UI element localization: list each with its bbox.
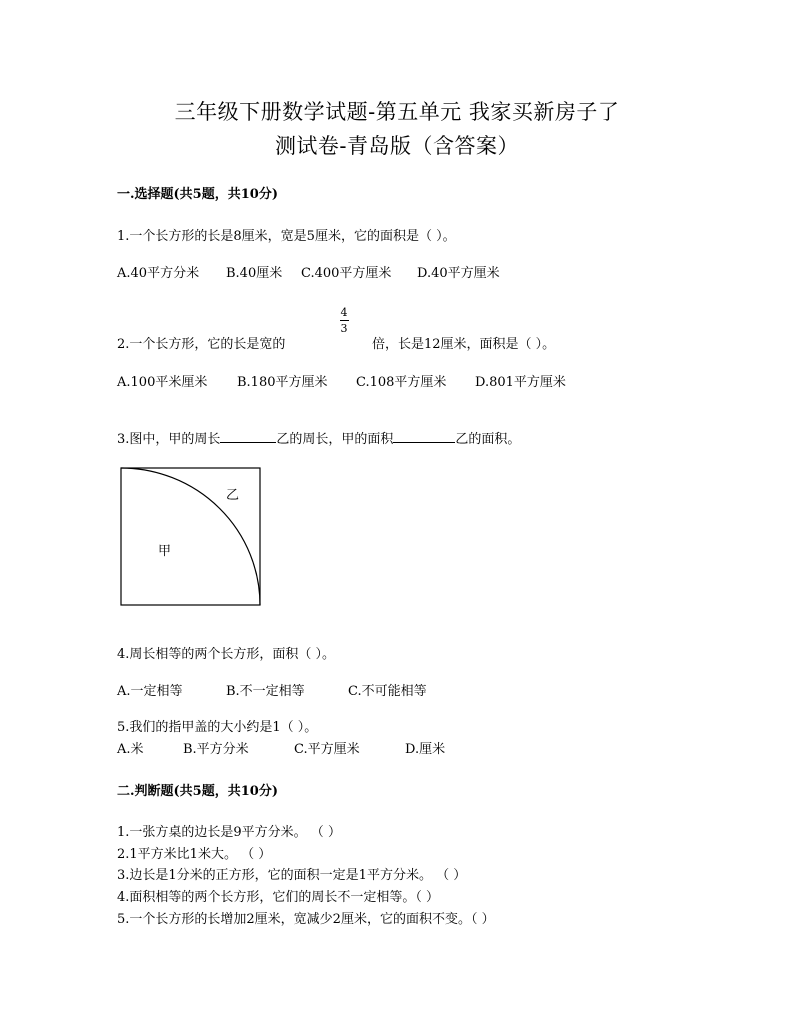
question-4-option-b: B.不一定相等 xyxy=(226,684,305,699)
fraction-numerator: 4 xyxy=(340,306,348,319)
question-1-option-a: A.40平方分米 xyxy=(117,266,200,281)
question-2-fraction xyxy=(337,306,351,335)
question-2-option-d: D.801平方厘米 xyxy=(475,375,566,390)
figure-arc xyxy=(121,468,260,605)
question-1-text: 1.一个长方形的长是8厘米，宽是5厘米，它的面积是（ ）。 xyxy=(117,229,456,244)
page-title-line1: 三年级下册数学试题-第五单元 我家买新房子了 xyxy=(174,100,620,124)
page-title-line2: 测试卷-青岛版（含答案） xyxy=(274,134,520,158)
question-4-option-c: C.不可能相等 xyxy=(348,684,427,699)
question-2-option-a: A.100平米厘米 xyxy=(117,375,208,390)
judge-item-2: 2.1平方米比1米大。 （ ） xyxy=(117,847,272,862)
question-5-option-a: A.米 xyxy=(117,742,144,757)
answer-blank-1[interactable] xyxy=(220,441,276,443)
fraction-denominator: 3 xyxy=(340,322,348,335)
square-quarter-circle-figure xyxy=(120,467,262,607)
judge-item-1: 1.一张方桌的边长是9平方分米。 （ ） xyxy=(117,825,341,840)
figure-square xyxy=(121,468,260,605)
figure-label-jia: 甲 xyxy=(158,544,172,559)
judge-item-4: 4.面积相等的两个长方形，它们的周长不一定相等。（ ） xyxy=(117,890,440,905)
question-5-option-c: C.平方厘米 xyxy=(294,742,360,757)
question-1-option-b: B.40厘米 xyxy=(226,266,283,281)
question-4-option-a: A.一定相等 xyxy=(117,684,183,699)
section1-heading: 一.选择题(共5题，共10分) xyxy=(117,187,278,202)
figure-label-yi: 乙 xyxy=(226,488,240,503)
question-2-text-before: 2.一个长方形，它的长是宽的 xyxy=(117,337,286,352)
judge-item-5: 5.一个长方形的长增加2厘米，宽减少2厘米，它的面积不变。（ ） xyxy=(117,912,495,927)
answer-blank-2[interactable] xyxy=(393,441,455,443)
question-2-option-c: C.108平方厘米 xyxy=(356,375,447,390)
question-1-option-c: C.400平方厘米 xyxy=(301,266,392,281)
question-4-text: 4.周长相等的两个长方形，面积（ ）。 xyxy=(117,647,336,662)
judge-item-3: 3.边长是1分米的正方形，它的面积一定是1平方分米。 （ ） xyxy=(117,868,467,883)
question-3-part1: 3.图中，甲的周长 xyxy=(117,432,221,447)
question-5-text: 5.我们的指甲盖的大小约是1（ ）。 xyxy=(117,720,318,735)
fraction-bar xyxy=(340,320,349,321)
question-3-part2: 乙的周长，甲的面积 xyxy=(276,432,394,447)
section2-heading: 二.判断题(共5题，共10分) xyxy=(117,784,278,799)
question-3-text xyxy=(117,428,520,447)
question-3-part3: 乙的面积。 xyxy=(455,432,521,447)
question-5-option-d: D.厘米 xyxy=(405,742,446,757)
question-2-text-after: 倍，长是12厘米，面积是（ ）。 xyxy=(372,337,556,352)
question-5-option-b: B.平方分米 xyxy=(183,742,249,757)
question-2-option-b: B.180平方厘米 xyxy=(237,375,328,390)
question-1-option-d: D.40平方厘米 xyxy=(417,266,500,281)
